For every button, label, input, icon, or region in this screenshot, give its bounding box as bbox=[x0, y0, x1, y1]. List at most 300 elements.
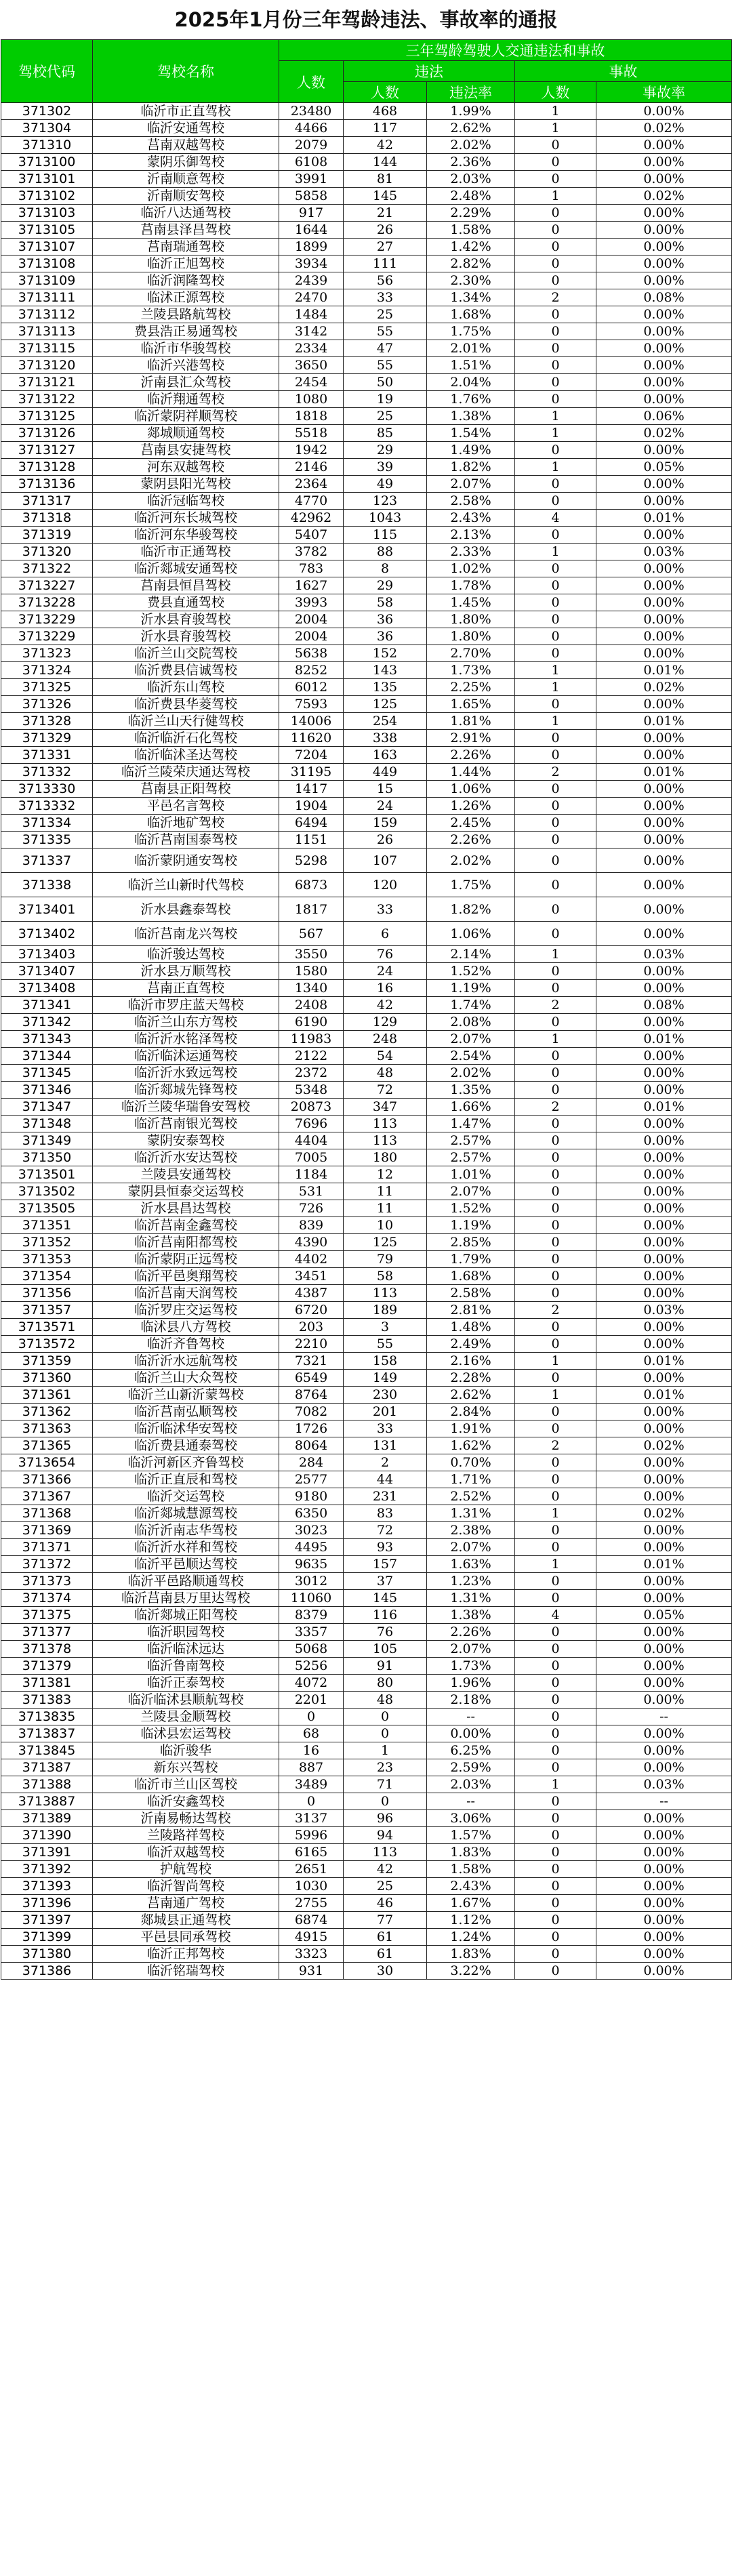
accident-count: 0 bbox=[515, 1963, 596, 1980]
table-row bbox=[1, 1929, 732, 1946]
table-row bbox=[1, 764, 732, 781]
people-count: 11620 bbox=[279, 730, 344, 747]
header-accident-count: 人数 bbox=[515, 82, 596, 103]
accident-count: 0 bbox=[515, 171, 596, 188]
accident-rate: 0.00% bbox=[596, 1675, 732, 1692]
table-row bbox=[1, 1454, 732, 1471]
school-name: 兰陵县金顺驾校 bbox=[93, 1709, 279, 1725]
table-row bbox=[1, 628, 732, 645]
table-row bbox=[1, 611, 732, 628]
accident-count: 0 bbox=[515, 1725, 596, 1742]
people-count: 2210 bbox=[279, 1336, 344, 1353]
school-code: 371388 bbox=[1, 1776, 93, 1793]
people-count: 2408 bbox=[279, 997, 344, 1014]
table-row bbox=[1, 1336, 732, 1353]
table-row bbox=[1, 171, 732, 188]
accident-rate: 0.00% bbox=[596, 1014, 732, 1031]
school-name: 临沂河东长城驾校 bbox=[93, 510, 279, 527]
accident-rate: 0.05% bbox=[596, 459, 732, 476]
table-row bbox=[1, 594, 732, 611]
violation-rate: 2.18% bbox=[427, 1692, 515, 1709]
violation-rate: 2.02% bbox=[427, 137, 515, 154]
accident-rate: 0.01% bbox=[596, 764, 732, 781]
school-name: 沂水县万顺驾校 bbox=[93, 963, 279, 980]
people-count: 3357 bbox=[279, 1624, 344, 1641]
accident-rate: 0.00% bbox=[596, 696, 732, 713]
violation-count: 54 bbox=[344, 1048, 427, 1065]
violation-rate: 1.71% bbox=[427, 1471, 515, 1488]
people-count: 11060 bbox=[279, 1590, 344, 1607]
violation-count: 72 bbox=[344, 1522, 427, 1539]
people-count: 3023 bbox=[279, 1522, 344, 1539]
accident-rate: 0.00% bbox=[596, 1200, 732, 1217]
violation-rate: 1.63% bbox=[427, 1556, 515, 1573]
accident-count: 0 bbox=[515, 798, 596, 815]
table-row bbox=[1, 205, 732, 222]
accident-rate: 0.01% bbox=[596, 1556, 732, 1573]
accident-count: 0 bbox=[515, 1759, 596, 1776]
accident-rate: 0.00% bbox=[596, 1861, 732, 1878]
school-code: 371392 bbox=[1, 1861, 93, 1878]
accident-rate: 0.05% bbox=[596, 1607, 732, 1624]
accident-count: 0 bbox=[515, 922, 596, 946]
table-row bbox=[1, 323, 732, 340]
accident-count: 0 bbox=[515, 255, 596, 272]
school-name: 临沂正直辰和驾校 bbox=[93, 1471, 279, 1488]
school-code: 3713845 bbox=[1, 1742, 93, 1759]
header-group: 三年驾龄驾驶人交通违法和事故 bbox=[279, 40, 732, 61]
accident-count: 0 bbox=[515, 1420, 596, 1437]
accident-rate: 0.00% bbox=[596, 476, 732, 493]
school-code: 3713109 bbox=[1, 272, 93, 289]
school-name: 临沂骏华 bbox=[93, 1742, 279, 1759]
people-count: 1627 bbox=[279, 577, 344, 594]
school-code: 371367 bbox=[1, 1488, 93, 1505]
school-code: 3713112 bbox=[1, 306, 93, 323]
accident-count: 0 bbox=[515, 1251, 596, 1268]
accident-count: 0 bbox=[515, 1539, 596, 1556]
school-code: 371378 bbox=[1, 1641, 93, 1658]
violation-count: 29 bbox=[344, 577, 427, 594]
people-count: 6350 bbox=[279, 1505, 344, 1522]
school-code: 371377 bbox=[1, 1624, 93, 1641]
people-count: 7593 bbox=[279, 696, 344, 713]
school-code: 371328 bbox=[1, 713, 93, 730]
school-code: 3713105 bbox=[1, 222, 93, 239]
table-row bbox=[1, 137, 732, 154]
school-name: 临沂莒南龙兴驾校 bbox=[93, 922, 279, 946]
violation-rate: 2.08% bbox=[427, 1014, 515, 1031]
accident-rate: 0.03% bbox=[596, 1302, 732, 1319]
violation-count: 85 bbox=[344, 425, 427, 442]
violation-rate: 1.31% bbox=[427, 1505, 515, 1522]
accident-count: 0 bbox=[515, 1234, 596, 1251]
school-name: 临沂正泰驾校 bbox=[93, 1675, 279, 1692]
school-name: 沂水县昌达驾校 bbox=[93, 1200, 279, 1217]
accident-rate: 0.00% bbox=[596, 730, 732, 747]
table-row bbox=[1, 662, 732, 679]
violation-rate: 1.58% bbox=[427, 1861, 515, 1878]
accident-rate: 0.02% bbox=[596, 1437, 732, 1454]
accident-rate: 0.00% bbox=[596, 323, 732, 340]
school-code: 371324 bbox=[1, 662, 93, 679]
violation-count: 55 bbox=[344, 357, 427, 374]
school-code: 3713330 bbox=[1, 781, 93, 798]
violation-rate: 2.70% bbox=[427, 645, 515, 662]
violation-rate: 2.57% bbox=[427, 1132, 515, 1149]
school-code: 371337 bbox=[1, 849, 93, 873]
school-code: 3713403 bbox=[1, 946, 93, 963]
violation-count: 152 bbox=[344, 645, 427, 662]
violation-rate: 2.13% bbox=[427, 527, 515, 544]
violation-count: 33 bbox=[344, 289, 427, 306]
school-name: 临沂市正通驾校 bbox=[93, 544, 279, 560]
table-row bbox=[1, 1234, 732, 1251]
school-code: 371353 bbox=[1, 1251, 93, 1268]
accident-rate: 0.00% bbox=[596, 1132, 732, 1149]
accident-count: 0 bbox=[515, 493, 596, 510]
school-name: 临沂平邑路顺通驾校 bbox=[93, 1573, 279, 1590]
accident-count: 0 bbox=[515, 963, 596, 980]
violation-count: 19 bbox=[344, 391, 427, 408]
violation-count: 144 bbox=[344, 154, 427, 171]
header-school-code: 驾校代码 bbox=[1, 40, 93, 103]
violation-rate: -- bbox=[427, 1709, 515, 1725]
violation-rate: 6.25% bbox=[427, 1742, 515, 1759]
violation-count: 8 bbox=[344, 560, 427, 577]
accident-rate: 0.00% bbox=[596, 1522, 732, 1539]
people-count: 3650 bbox=[279, 357, 344, 374]
violation-count: 159 bbox=[344, 815, 427, 832]
accident-rate: 0.01% bbox=[596, 1353, 732, 1370]
people-count: 6165 bbox=[279, 1844, 344, 1861]
school-code: 371323 bbox=[1, 645, 93, 662]
school-code: 3713126 bbox=[1, 425, 93, 442]
accident-rate: 0.00% bbox=[596, 897, 732, 922]
accident-rate: 0.03% bbox=[596, 1776, 732, 1793]
violation-rate: 2.57% bbox=[427, 1149, 515, 1166]
table-row bbox=[1, 946, 732, 963]
people-count: 1817 bbox=[279, 897, 344, 922]
table-row bbox=[1, 459, 732, 476]
people-count: 5858 bbox=[279, 188, 344, 205]
accident-rate: 0.00% bbox=[596, 1251, 732, 1268]
accident-rate: 0.00% bbox=[596, 1929, 732, 1946]
people-count: 783 bbox=[279, 560, 344, 577]
school-code: 371345 bbox=[1, 1065, 93, 1082]
accident-count: 0 bbox=[515, 611, 596, 628]
people-count: 2146 bbox=[279, 459, 344, 476]
people-count: 6108 bbox=[279, 154, 344, 171]
accident-rate: 0.00% bbox=[596, 1895, 732, 1912]
violation-count: 39 bbox=[344, 459, 427, 476]
school-code: 3713128 bbox=[1, 459, 93, 476]
accident-rate: 0.00% bbox=[596, 645, 732, 662]
school-code: 3713122 bbox=[1, 391, 93, 408]
violation-rate: 2.58% bbox=[427, 1285, 515, 1302]
violation-rate: 2.04% bbox=[427, 374, 515, 391]
school-name: 临沂沂南志华驾校 bbox=[93, 1522, 279, 1539]
accident-count: 0 bbox=[515, 1929, 596, 1946]
people-count: 931 bbox=[279, 1963, 344, 1980]
violation-rate: 1.73% bbox=[427, 1658, 515, 1675]
accident-count: 0 bbox=[515, 476, 596, 493]
people-count: 6874 bbox=[279, 1912, 344, 1929]
people-count: 6190 bbox=[279, 1014, 344, 1031]
school-code: 371320 bbox=[1, 544, 93, 560]
school-code: 371399 bbox=[1, 1929, 93, 1946]
accident-rate: 0.00% bbox=[596, 1878, 732, 1895]
violation-rate: 1.54% bbox=[427, 425, 515, 442]
school-name: 沂水县鑫泰驾校 bbox=[93, 897, 279, 922]
table-row bbox=[1, 815, 732, 832]
accident-rate: 0.00% bbox=[596, 1116, 732, 1132]
violation-rate: 1.75% bbox=[427, 873, 515, 897]
table-row bbox=[1, 832, 732, 849]
violation-count: 24 bbox=[344, 798, 427, 815]
school-name: 蒙阴乐御驾校 bbox=[93, 154, 279, 171]
accident-rate: 0.00% bbox=[596, 963, 732, 980]
accident-count: 0 bbox=[515, 137, 596, 154]
violation-rate: 1.80% bbox=[427, 628, 515, 645]
school-name: 沂水县育骏驾校 bbox=[93, 628, 279, 645]
school-code: 3713571 bbox=[1, 1319, 93, 1336]
school-code: 371372 bbox=[1, 1556, 93, 1573]
school-name: 临沂费县华菱驾校 bbox=[93, 696, 279, 713]
people-count: 2334 bbox=[279, 340, 344, 357]
school-code: 3713835 bbox=[1, 1709, 93, 1725]
accident-count: 0 bbox=[515, 1065, 596, 1082]
violation-count: 0 bbox=[344, 1709, 427, 1725]
table-row bbox=[1, 1370, 732, 1387]
table-row bbox=[1, 781, 732, 798]
table-row bbox=[1, 1844, 732, 1861]
violation-rate: 2.38% bbox=[427, 1522, 515, 1539]
school-name: 新东兴驾校 bbox=[93, 1759, 279, 1776]
people-count: 5068 bbox=[279, 1641, 344, 1658]
violation-count: 79 bbox=[344, 1251, 427, 1268]
violation-rate: 2.48% bbox=[427, 188, 515, 205]
school-code: 3713332 bbox=[1, 798, 93, 815]
violation-count: 254 bbox=[344, 713, 427, 730]
accident-count: 1 bbox=[515, 1776, 596, 1793]
table-row bbox=[1, 1573, 732, 1590]
table-row bbox=[1, 1048, 732, 1065]
violation-rate: 2.62% bbox=[427, 120, 515, 137]
report-table bbox=[1, 39, 732, 1980]
violation-count: 76 bbox=[344, 1624, 427, 1641]
accident-count: 0 bbox=[515, 527, 596, 544]
people-count: 3782 bbox=[279, 544, 344, 560]
violation-count: 29 bbox=[344, 442, 427, 459]
school-code: 371391 bbox=[1, 1844, 93, 1861]
accident-count: 0 bbox=[515, 1454, 596, 1471]
accident-count: 0 bbox=[515, 849, 596, 873]
accident-count: 0 bbox=[515, 1200, 596, 1217]
violation-count: 80 bbox=[344, 1675, 427, 1692]
accident-rate: 0.01% bbox=[596, 510, 732, 527]
accident-count: 0 bbox=[515, 1319, 596, 1336]
school-code: 371357 bbox=[1, 1302, 93, 1319]
accident-count: 0 bbox=[515, 1183, 596, 1200]
violation-count: 231 bbox=[344, 1488, 427, 1505]
violation-count: 96 bbox=[344, 1810, 427, 1827]
violation-rate: 2.82% bbox=[427, 255, 515, 272]
school-name: 临沂郯城正阳驾校 bbox=[93, 1607, 279, 1624]
accident-rate: 0.00% bbox=[596, 1946, 732, 1963]
violation-rate: 2.26% bbox=[427, 832, 515, 849]
violation-rate: 1.99% bbox=[427, 103, 515, 120]
violation-count: 15 bbox=[344, 781, 427, 798]
accident-rate: 0.00% bbox=[596, 1539, 732, 1556]
violation-rate: 2.59% bbox=[427, 1759, 515, 1776]
school-name: 临沂职园驾校 bbox=[93, 1624, 279, 1641]
accident-count: 0 bbox=[515, 1285, 596, 1302]
school-code: 371302 bbox=[1, 103, 93, 120]
school-name: 临沂沂水致远驾校 bbox=[93, 1065, 279, 1082]
school-name: 临沂莒南弘顺驾校 bbox=[93, 1404, 279, 1420]
school-code: 371349 bbox=[1, 1132, 93, 1149]
table-row bbox=[1, 476, 732, 493]
people-count: 1080 bbox=[279, 391, 344, 408]
table-row bbox=[1, 1014, 732, 1031]
table-row bbox=[1, 1488, 732, 1505]
people-count: 1904 bbox=[279, 798, 344, 815]
school-name: 临沂市罗庄蓝天驾校 bbox=[93, 997, 279, 1014]
people-count: 5996 bbox=[279, 1827, 344, 1844]
accident-count: 0 bbox=[515, 1692, 596, 1709]
accident-count: 4 bbox=[515, 510, 596, 527]
violation-count: 201 bbox=[344, 1404, 427, 1420]
violation-count: 1043 bbox=[344, 510, 427, 527]
school-name: 临沂沂水祥和驾校 bbox=[93, 1539, 279, 1556]
people-count: 7005 bbox=[279, 1149, 344, 1166]
people-count: 5298 bbox=[279, 849, 344, 873]
accident-rate: 0.00% bbox=[596, 1759, 732, 1776]
school-code: 371351 bbox=[1, 1217, 93, 1234]
violation-count: 77 bbox=[344, 1912, 427, 1929]
violation-count: 42 bbox=[344, 137, 427, 154]
table-row bbox=[1, 391, 732, 408]
table-row bbox=[1, 408, 732, 425]
table-row bbox=[1, 154, 732, 171]
table-row bbox=[1, 222, 732, 239]
violation-count: 72 bbox=[344, 1082, 427, 1099]
violation-count: 116 bbox=[344, 1607, 427, 1624]
people-count: 839 bbox=[279, 1217, 344, 1234]
people-count: 6720 bbox=[279, 1302, 344, 1319]
violation-count: 58 bbox=[344, 594, 427, 611]
accident-rate: 0.00% bbox=[596, 1149, 732, 1166]
school-code: 371380 bbox=[1, 1946, 93, 1963]
violation-count: 145 bbox=[344, 1590, 427, 1607]
accident-rate: 0.00% bbox=[596, 832, 732, 849]
school-code: 3713101 bbox=[1, 171, 93, 188]
people-count: 1340 bbox=[279, 980, 344, 997]
school-code: 371331 bbox=[1, 747, 93, 764]
people-count: 2079 bbox=[279, 137, 344, 154]
people-count: 3323 bbox=[279, 1946, 344, 1963]
school-name: 临沂兰山大众驾校 bbox=[93, 1370, 279, 1387]
violation-count: 42 bbox=[344, 1861, 427, 1878]
violation-rate: 2.62% bbox=[427, 1387, 515, 1404]
people-count: 3550 bbox=[279, 946, 344, 963]
accident-count: 1 bbox=[515, 544, 596, 560]
table-row bbox=[1, 1420, 732, 1437]
school-code: 371318 bbox=[1, 510, 93, 527]
table-row bbox=[1, 1827, 732, 1844]
accident-count: 0 bbox=[515, 1912, 596, 1929]
accident-count: 1 bbox=[515, 459, 596, 476]
accident-count: 0 bbox=[515, 897, 596, 922]
school-name: 临沂兰山东方驾校 bbox=[93, 1014, 279, 1031]
accident-count: 4 bbox=[515, 1607, 596, 1624]
people-count: 4495 bbox=[279, 1539, 344, 1556]
violation-count: 55 bbox=[344, 1336, 427, 1353]
table-row bbox=[1, 1353, 732, 1370]
violation-rate: 1.65% bbox=[427, 696, 515, 713]
school-code: 371332 bbox=[1, 764, 93, 781]
people-count: 3451 bbox=[279, 1268, 344, 1285]
violation-rate: 1.58% bbox=[427, 222, 515, 239]
violation-count: 145 bbox=[344, 188, 427, 205]
school-name: 临沂翔通驾校 bbox=[93, 391, 279, 408]
violation-rate: 2.28% bbox=[427, 1370, 515, 1387]
school-name: 临沂市兰山区驾校 bbox=[93, 1776, 279, 1793]
table-row bbox=[1, 696, 732, 713]
violation-count: 71 bbox=[344, 1776, 427, 1793]
accident-count: 0 bbox=[515, 1641, 596, 1658]
table-row bbox=[1, 1505, 732, 1522]
violation-rate: 1.82% bbox=[427, 459, 515, 476]
people-count: 2372 bbox=[279, 1065, 344, 1082]
table-row bbox=[1, 1217, 732, 1234]
accident-rate: 0.00% bbox=[596, 391, 732, 408]
violation-rate: 1.81% bbox=[427, 713, 515, 730]
table-row bbox=[1, 577, 732, 594]
school-name: 临沂费县通泰驾校 bbox=[93, 1437, 279, 1454]
people-count: 2755 bbox=[279, 1895, 344, 1912]
accident-count: 0 bbox=[515, 1217, 596, 1234]
table-row bbox=[1, 1776, 732, 1793]
header-school-name: 驾校名称 bbox=[93, 40, 279, 103]
school-name: 沂水县育骏驾校 bbox=[93, 611, 279, 628]
school-name: 临沭正源驾校 bbox=[93, 289, 279, 306]
violation-count: 11 bbox=[344, 1183, 427, 1200]
school-code: 371379 bbox=[1, 1658, 93, 1675]
violation-count: 46 bbox=[344, 1895, 427, 1912]
table-row bbox=[1, 306, 732, 323]
school-name: 临沂临沭华安驾校 bbox=[93, 1420, 279, 1437]
table-row bbox=[1, 493, 732, 510]
violation-count: 33 bbox=[344, 897, 427, 922]
accident-count: 1 bbox=[515, 1031, 596, 1048]
people-count: 2004 bbox=[279, 628, 344, 645]
accident-count: 0 bbox=[515, 357, 596, 374]
accident-rate: 0.00% bbox=[596, 374, 732, 391]
violation-rate: 2.45% bbox=[427, 815, 515, 832]
header-accident-rate: 事故率 bbox=[596, 82, 732, 103]
accident-rate: 0.00% bbox=[596, 1624, 732, 1641]
school-code: 3713408 bbox=[1, 980, 93, 997]
accident-count: 0 bbox=[515, 1861, 596, 1878]
school-code: 371365 bbox=[1, 1437, 93, 1454]
people-count: 5518 bbox=[279, 425, 344, 442]
header-people: 人数 bbox=[279, 61, 344, 103]
accident-rate: 0.00% bbox=[596, 1166, 732, 1183]
table-row bbox=[1, 1471, 732, 1488]
violation-rate: 1.52% bbox=[427, 1200, 515, 1217]
